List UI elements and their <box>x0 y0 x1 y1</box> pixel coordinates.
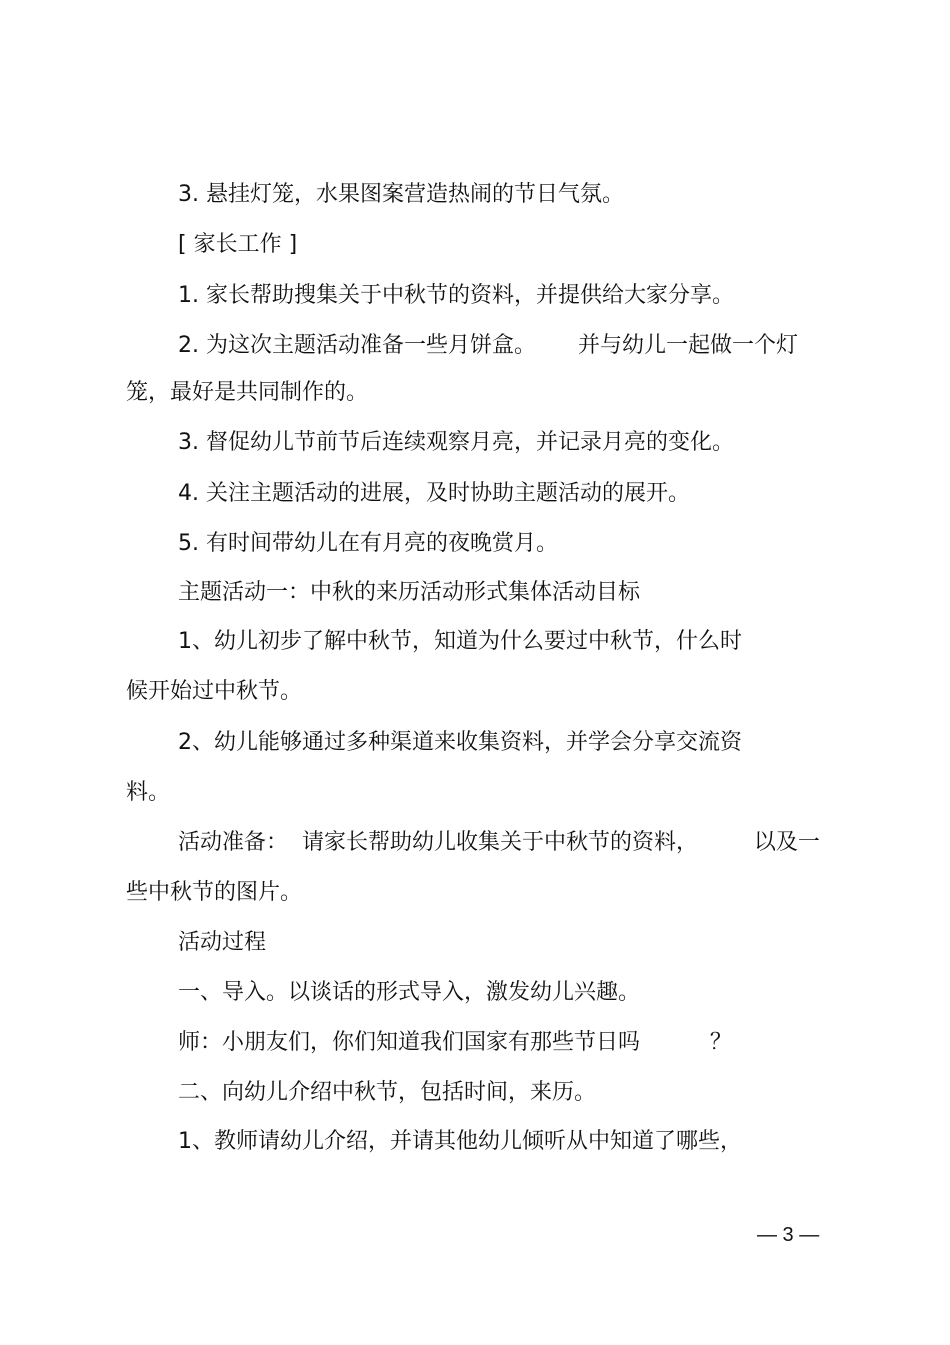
section-heading-process: 活动过程 <box>178 930 267 955</box>
section-heading-parents: [ 家长工作 ] <box>178 232 298 257</box>
text-line: 1、教师请幼儿介绍，并请其他幼儿倾听从中知道了哪些， <box>178 1129 742 1154</box>
text-line: 活动准备： 请家长帮助幼儿收集关于中秋节的资料， 以及一 <box>178 830 820 855</box>
text-line: 料。 <box>126 780 171 805</box>
activity-title: 主题活动一：中秋的来历活动形式集体活动目标 <box>178 580 641 605</box>
text-line: 3. 悬挂灯笼，水果图案营造热闹的节日气氛。 <box>178 182 624 207</box>
text-line: 2、幼儿能够通过多种渠道来收集资料，并学会分享交流资 <box>178 730 742 755</box>
text-line: 2. 为这次主题活动准备一些月饼盒。 并与幼儿一起做一个灯 <box>178 333 798 358</box>
text-line: 1、幼儿初步了解中秋节，知道为什么要过中秋节，什么时 <box>178 629 742 654</box>
text-line: 4. 关注主题活动的进展，及时协助主题活动的展开。 <box>178 481 690 506</box>
text-line: 一、导入。以谈话的形式导入，激发幼儿兴趣。 <box>178 980 641 1005</box>
text-line: 笼，最好是共同制作的。 <box>126 380 369 405</box>
text-line: 5. 有时间带幼儿在有月亮的夜晚赏月。 <box>178 531 558 556</box>
text-line: 候开始过中秋节。 <box>126 679 303 704</box>
text-line: 1. 家长帮助搜集关于中秋节的资料，并提供给大家分享。 <box>178 283 734 308</box>
text-line: 师：小朋友们，你们知道我们国家有那些节日吗 ？ <box>178 1030 732 1055</box>
text-line: 些中秋节的图片。 <box>126 880 303 905</box>
text-line: 二、向幼儿介绍中秋节，包括时间，来历。 <box>178 1080 597 1105</box>
text-line: 3. 督促幼儿节前节后连续观察月亮，并记录月亮的变化。 <box>178 430 734 455</box>
page-number: — 3 — <box>757 1224 820 1246</box>
